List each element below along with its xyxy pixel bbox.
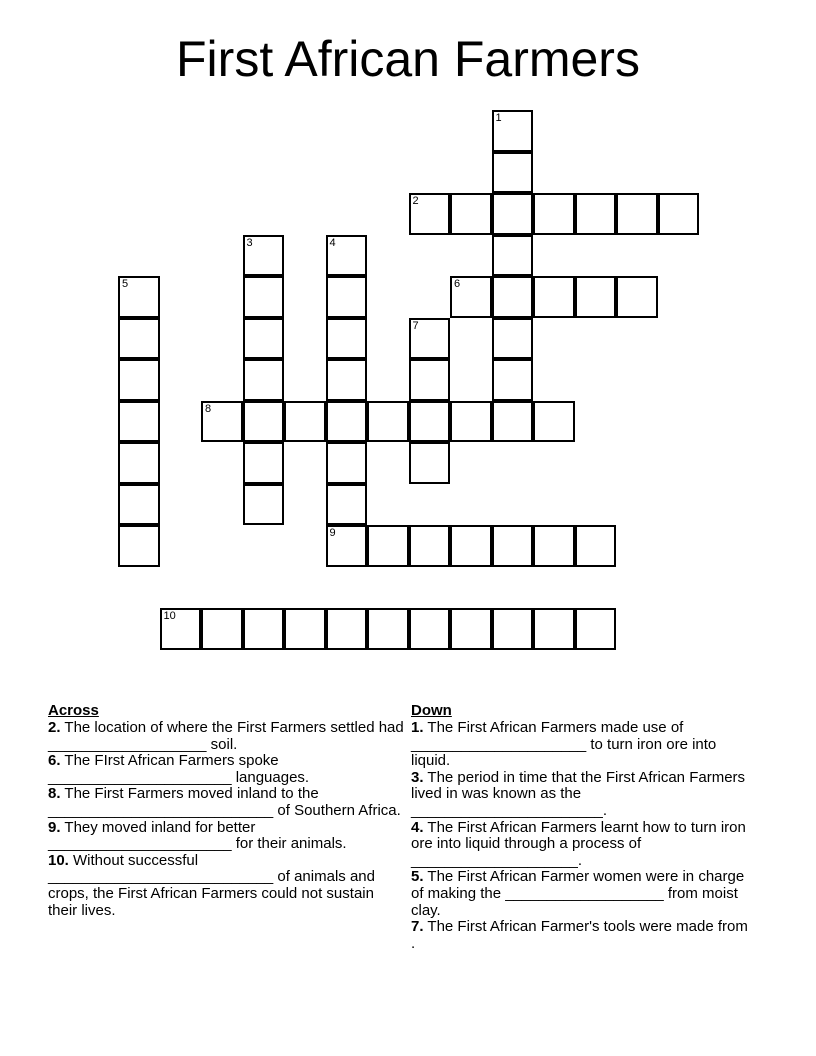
cell-number: 6 xyxy=(454,278,461,290)
crossword-cell[interactable] xyxy=(118,318,160,360)
clue-text: The First African Farmers learnt how to turn iron ore into liquid through a process of ____________________. xyxy=(411,818,746,869)
clue-number: 9. xyxy=(48,818,61,836)
crossword-cell[interactable] xyxy=(616,193,658,235)
crossword-cell[interactable] xyxy=(575,525,617,567)
across-clue-2 xyxy=(48,720,404,753)
clue-number: 6. xyxy=(48,752,61,770)
down-clue-5 xyxy=(411,869,756,919)
clue-text: The location of where the First Farmers settled had ___________________ soil. xyxy=(48,719,404,753)
clue-number: 8. xyxy=(48,785,61,803)
cell-number: 1 xyxy=(495,112,502,124)
cell-number: 10 xyxy=(163,610,176,622)
crossword-cell[interactable] xyxy=(326,401,368,443)
crossword-cell[interactable] xyxy=(326,235,368,277)
across-heading: Across xyxy=(48,702,99,719)
crossword-cell[interactable] xyxy=(409,193,451,235)
cell-number: 9 xyxy=(329,527,336,539)
crossword-cell[interactable] xyxy=(284,608,326,650)
crossword-cell[interactable] xyxy=(243,276,285,318)
cell-number: 7 xyxy=(412,319,419,332)
clue-text: The First African Farmer's tools were made from . xyxy=(411,918,748,952)
crossword-cell[interactable] xyxy=(409,608,451,650)
cell-number: 8 xyxy=(205,402,212,415)
crossword-cell[interactable] xyxy=(326,359,368,401)
crossword-cell[interactable] xyxy=(492,110,534,152)
crossword-cell[interactable] xyxy=(118,442,160,484)
crossword-cell[interactable] xyxy=(243,401,285,443)
clue-text: The First African Farmers made use of _____________________ to turn iron ore into liquid. xyxy=(411,719,717,770)
crossword-cell[interactable] xyxy=(492,359,534,401)
crossword-cell[interactable] xyxy=(492,152,534,194)
crossword-cell[interactable] xyxy=(243,608,285,650)
crossword-cell[interactable] xyxy=(409,525,451,567)
crossword-cell[interactable] xyxy=(201,608,243,650)
clue-text: The FIrst African Farmers spoke ______________________ languages. xyxy=(48,752,310,786)
clue-number: 5. xyxy=(411,868,424,886)
crossword-cell[interactable] xyxy=(243,484,285,526)
cell-number: 4 xyxy=(329,236,336,249)
clue-text: Without successful ___________________________ of animals and crops, the First African Farmers could not sustain their lives. xyxy=(48,851,375,919)
down-clues xyxy=(411,702,756,952)
clue-text: The period in time that the First African Farmers lived in was known as the _______________________. xyxy=(411,768,746,819)
crossword-cell[interactable] xyxy=(575,608,617,650)
crossword-cell[interactable] xyxy=(118,401,160,443)
page-title: First African Farmers xyxy=(176,31,640,87)
crossword-cell[interactable] xyxy=(533,525,575,567)
crossword-cell[interactable] xyxy=(533,193,575,235)
clue-text: The First African Farmer women were in charge of making the ___________________ from moist clay. xyxy=(411,868,745,919)
clue-number: 1. xyxy=(411,719,424,736)
crossword-cell[interactable] xyxy=(450,525,492,567)
crossword-cell[interactable] xyxy=(450,401,492,443)
down-clue-4 xyxy=(411,820,756,870)
crossword-cell[interactable] xyxy=(367,401,409,443)
crossword-cell[interactable] xyxy=(492,235,534,277)
clue-number: 7. xyxy=(411,918,424,936)
crossword-cell[interactable] xyxy=(616,276,658,318)
down-heading: Down xyxy=(411,702,452,719)
crossword-cell[interactable] xyxy=(450,276,492,318)
crossword-cell[interactable] xyxy=(409,401,451,443)
crossword-cell[interactable] xyxy=(658,193,700,235)
clue-number: 10. xyxy=(48,851,69,869)
crossword-cell[interactable] xyxy=(492,318,534,360)
across-clues xyxy=(48,702,404,919)
crossword-cell[interactable] xyxy=(118,359,160,401)
crossword-cell[interactable] xyxy=(409,359,451,401)
crossword-cell[interactable] xyxy=(533,608,575,650)
crossword-cell[interactable] xyxy=(326,608,368,650)
crossword-cell[interactable] xyxy=(326,525,368,567)
crossword-cell[interactable] xyxy=(243,442,285,484)
crossword-cell[interactable] xyxy=(492,525,534,567)
clue-text: The First Farmers moved inland to the ___________________________ of Southern Africa. xyxy=(48,785,401,819)
crossword-cell[interactable] xyxy=(326,484,368,526)
crossword-cell[interactable] xyxy=(492,401,534,443)
crossword-cell[interactable] xyxy=(118,276,160,318)
crossword-cell[interactable] xyxy=(118,484,160,526)
clue-number: 3. xyxy=(411,768,424,786)
crossword-cell[interactable] xyxy=(326,318,368,360)
crossword-cell[interactable] xyxy=(243,235,285,277)
down-clue-7 xyxy=(411,919,756,952)
crossword-cell[interactable] xyxy=(575,276,617,318)
across-clue-9 xyxy=(48,820,404,853)
crossword-cell[interactable] xyxy=(201,401,243,443)
down-clue-1 xyxy=(411,720,756,770)
crossword-cell[interactable] xyxy=(533,276,575,318)
clue-text: They moved inland for better ______________________ for their animals. xyxy=(48,818,347,853)
cell-number: 2 xyxy=(412,195,419,207)
across-clue-8 xyxy=(48,786,404,819)
crossword-cell[interactable] xyxy=(492,193,534,235)
crossword-cell[interactable] xyxy=(284,401,326,443)
crossword-cell[interactable] xyxy=(367,525,409,567)
crossword-cell[interactable] xyxy=(409,442,451,484)
crossword-cell[interactable] xyxy=(243,359,285,401)
crossword-cell[interactable] xyxy=(326,442,368,484)
crossword-cell[interactable] xyxy=(492,276,534,318)
cell-number: 5 xyxy=(122,278,129,290)
across-clue-6 xyxy=(48,753,404,786)
crossword-cell[interactable] xyxy=(326,276,368,318)
crossword-cell[interactable] xyxy=(409,318,451,360)
crossword-cell[interactable] xyxy=(243,318,285,360)
crossword-cell[interactable] xyxy=(367,608,409,650)
crossword-cell[interactable] xyxy=(160,608,202,650)
down-clue-3 xyxy=(411,770,756,820)
cell-number: 3 xyxy=(246,236,253,249)
clue-number: 4. xyxy=(411,818,424,836)
crossword-cell[interactable] xyxy=(450,608,492,650)
crossword-cell[interactable] xyxy=(492,608,534,650)
clue-number: 2. xyxy=(48,719,61,736)
crossword-cell[interactable] xyxy=(450,193,492,235)
crossword-cell[interactable] xyxy=(533,401,575,443)
crossword-cell[interactable] xyxy=(118,525,160,567)
crossword-cell[interactable] xyxy=(575,193,617,235)
across-clue-10 xyxy=(48,853,404,919)
